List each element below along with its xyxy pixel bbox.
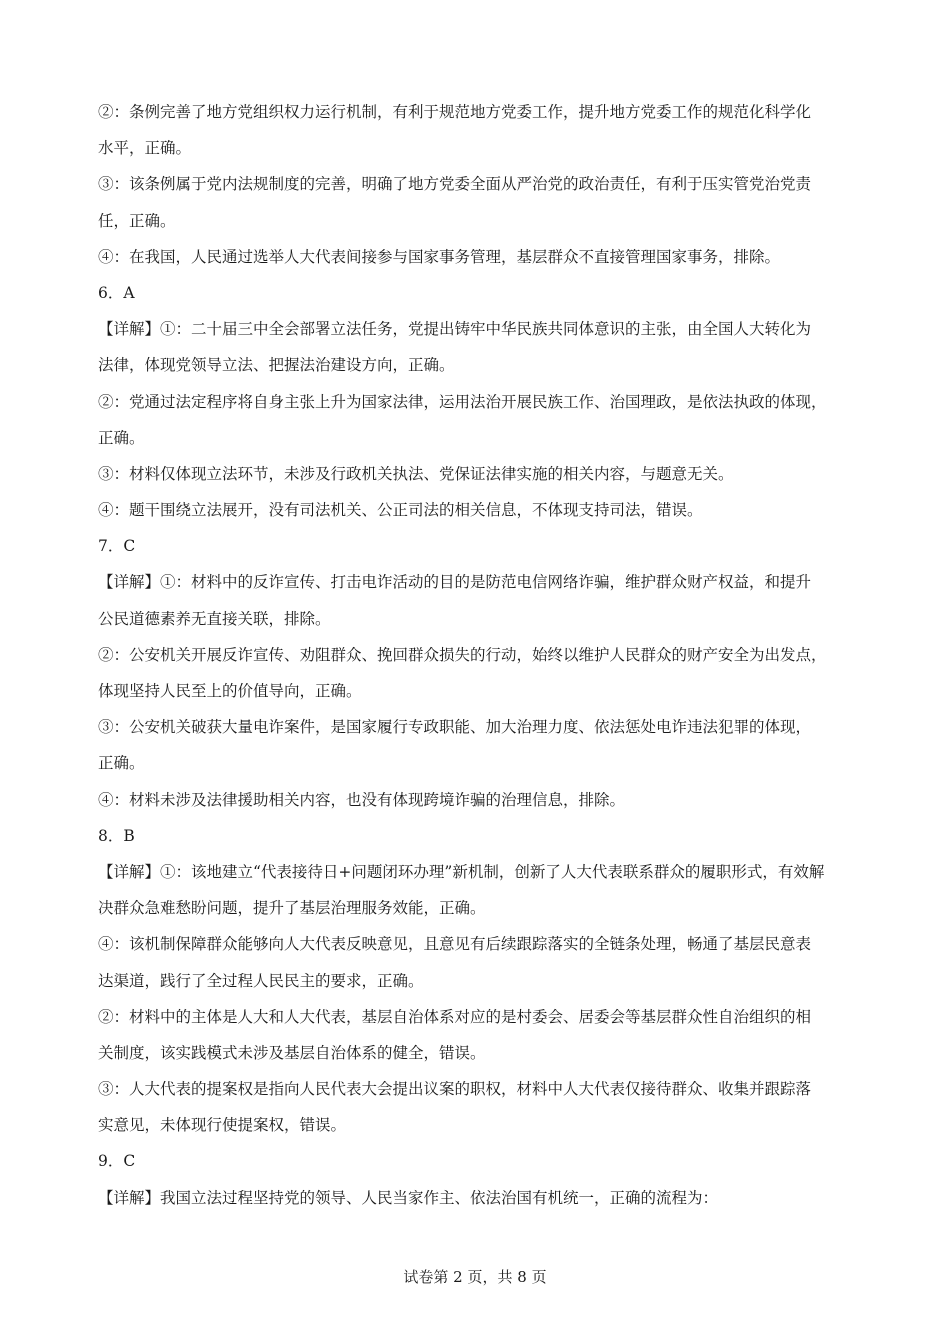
text-line: ③：该条例属于党内法规制度的完善，明确了地方党委全面从严治党的政治责任，有利于压实管党治党责 [98, 175, 812, 194]
text-line: 水平，正确。 [98, 139, 192, 158]
text-line: 正确。 [98, 428, 145, 447]
text-line: ②：党通过法定程序将自身主张上升为国家法律，运用法治开展民族工作、治国理政，是依法执政的体现， [98, 392, 827, 411]
text-line: ②：公安机关开展反诈宣传、劝阻群众、挽回群众损失的行动，始终以维护人民群众的财产安全为出发点， [98, 645, 827, 664]
text-line: ④：题干围绕立法展开，没有司法机关、公正司法的相关信息，不体现支持司法，错误。 [98, 501, 703, 520]
text-line: 正确。 [98, 754, 145, 773]
document-body [98, 94, 878, 1216]
text-line: 【详解】我国立法过程坚持党的领导、人民当家作主、依法治国有机统一，正确的流程为： [98, 1188, 719, 1207]
question-answer-9: 9．C [98, 1152, 136, 1171]
text-line: 法律，体现党领导立法、把握法治建设方向，正确。 [98, 356, 455, 375]
text-line: 任，正确。 [98, 211, 176, 230]
text-line: ④：该机制保障群众能够向人大代表反映意见，且意见有后续跟踪落实的全链条处理，畅通了基层民意表 [98, 935, 812, 954]
text-line: 达渠道，践行了全过程人民民主的要求，正确。 [98, 971, 424, 990]
text-line: ③：公安机关破获大量电诈案件，是国家履行专政职能、加大治理力度、依法惩处电诈违法犯罪的体现， [98, 718, 812, 737]
text-line: ③：人大代表的提案权是指向人民代表大会提出议案的职权，材料中人大代表仅接待群众、收集并跟踪落 [98, 1080, 812, 1099]
text-line: ④：材料未涉及法律援助相关内容，也没有体现跨境诈骗的治理信息，排除。 [98, 790, 626, 809]
text-line: 关制度，该实践模式未涉及基层自治体系的健全，错误。 [98, 1043, 486, 1062]
text-line: 【详解】①：材料中的反诈宣传、打击电诈活动的目的是防范电信网络诈骗，维护群众财产权益，和提升 [98, 573, 812, 592]
text-line: ④：在我国，人民通过选举人大代表间接参与国家事务管理，基层群众不直接管理国家事务，排除。 [98, 247, 781, 266]
question-answer-6: 6．A [98, 283, 135, 302]
text-line: ②：条例完善了地方党组织权力运行机制，有利于规范地方党委工作，提升地方党委工作的规范化科学化 [98, 103, 812, 121]
text-line: 实意见，未体现行使提案权，错误。 [98, 1116, 347, 1135]
text-line: 决群众急难愁盼问题，提升了基层治理服务效能，正确。 [98, 899, 486, 918]
text-line: ②：材料中的主体是人大和人大代表，基层自治体系对应的是村委会、居委会等基层群众性自治组织的相 [98, 1007, 812, 1026]
text-line: 公民道德素养无直接关联，排除。 [98, 609, 331, 628]
question-answer-7: 7．C [98, 537, 136, 556]
page-footer: 试卷第 2 页，共 8 页 [403, 1268, 547, 1286]
text-line: 体现坚持人民至上的价值导向，正确。 [98, 682, 362, 700]
text-line: 【详解】①：该地建立“代表接待日+问题闭环办理”新机制，创新了人大代表联系群众的履职形式，有效解 [98, 862, 825, 881]
text-line: 【详解】①：二十届三中全会部署立法任务，党提出铸牢中华民族共同体意识的主张，由全国人大转化为 [98, 320, 812, 339]
question-answer-8: 8．B [98, 826, 135, 845]
text-line: ③：材料仅体现立法环节，未涉及行政机关执法、党保证法律实施的相关内容，与题意无关。 [98, 464, 734, 483]
